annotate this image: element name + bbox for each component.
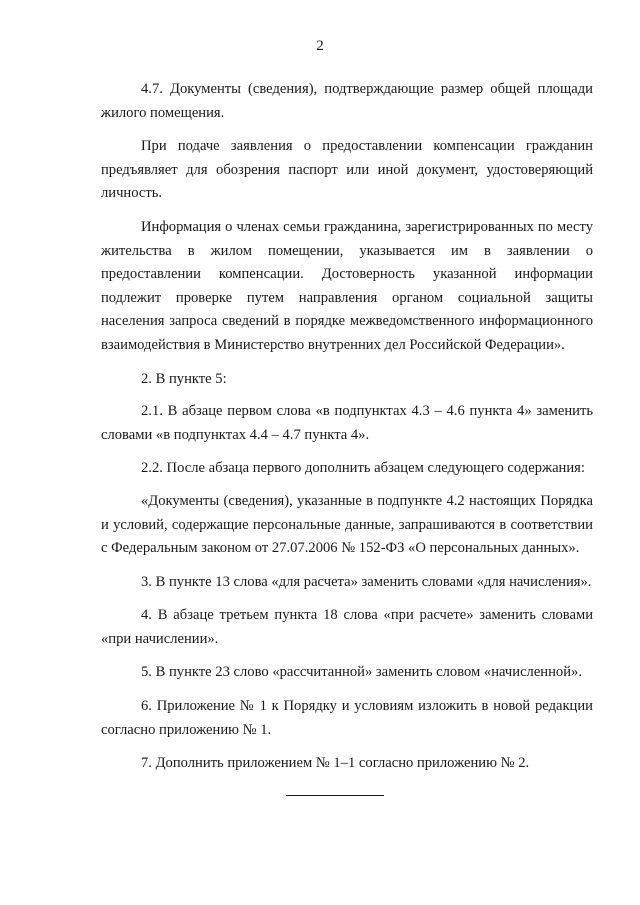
- paragraph-personal-data: «Документы (сведения), указанные в подпункте 4.2 настоящих Порядка и условий, содержащие персональные данные, запрашиваются в соответствии с Федеральным законом от 27.07.2006 № 152-ФЗ «О персональных данных».: [101, 492, 593, 557]
- paragraph-item-5: 5. В пункте 23 слово «рассчитанной» заменить словом «начисленной».: [141, 664, 582, 681]
- paragraph-item-6: 6. Приложение № 1 к Порядку и условиям изложить в новой редакции согласно приложению № 1.: [101, 698, 593, 738]
- paragraph-4-7: 4.7. Документы (сведения), подтверждающие размер общей площади жилого помещения.: [101, 81, 593, 121]
- document-body: [101, 78, 593, 786]
- paragraph-family-info: Информация о членах семьи гражданина, зарегистрированных по месту жительства в жилом помещении, указывается им в заявлении о предоставлении компенсации. Достоверность указанной информации подлежит проверке путем направления органом социальной защиты населения запроса сведений в порядке межведомственного информационного взаимодействия в Министерство внутренних дел Российской Федерации».: [101, 218, 593, 353]
- paragraph-item-2: 2. В пункте 5:: [141, 370, 227, 387]
- paragraph-item-2-2: 2.2. После абзаца первого дополнить абзацем следующего содержания:: [141, 460, 585, 477]
- paragraph-item-3: 3. В пункте 13 слова «для расчета» заменить словами «для начисления».: [141, 573, 592, 590]
- paragraph-item-2-1: 2.1. В абзаце первом слова «в подпунктах 4.3 – 4.6 пункта 4» заменить словами «в подпунктах 4.4 – 4.7 пункта 4».: [101, 403, 593, 443]
- paragraph-item-4: 4. В абзаце третьем пункта 18 слова «при расчете» заменить словами «при начислении».: [101, 607, 593, 647]
- end-separator-line: [286, 795, 384, 796]
- paragraph-passport: При подаче заявления о предоставлении компенсации гражданин предъявляет для обозрения паспорт или иной документ, удостоверяющий личность.: [101, 138, 593, 202]
- paragraph-item-7: 7. Дополнить приложением № 1–1 согласно приложению № 2.: [141, 755, 530, 772]
- page-number: 2: [316, 38, 324, 54]
